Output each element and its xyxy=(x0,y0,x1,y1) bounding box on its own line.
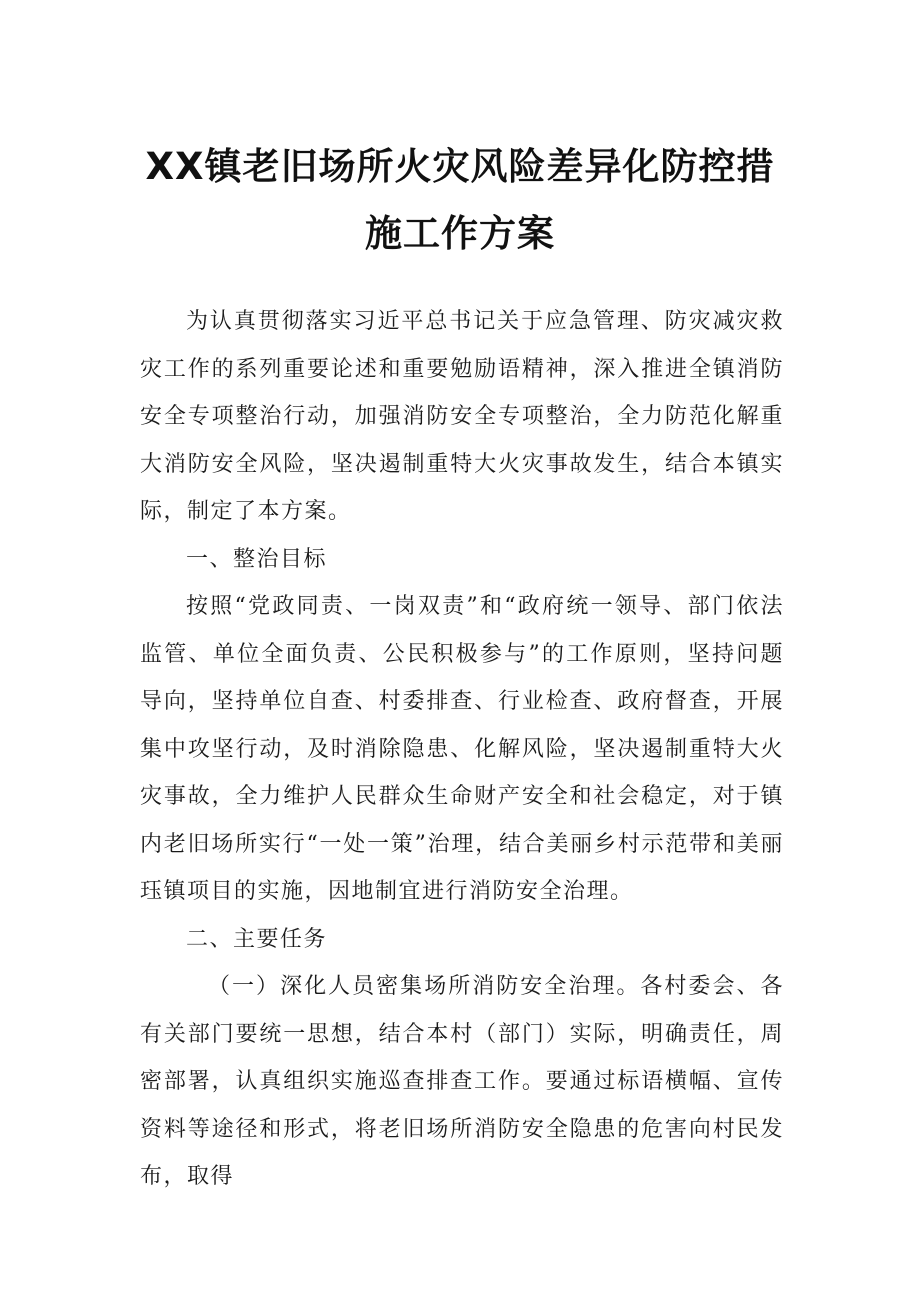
document-title-line-1: XX镇老旧场所火灾风险差异化防控措 xyxy=(145,145,775,188)
goals-paragraph: 按照“党政同责、一岗双责”和“政府统一领导、部门依法监管、单位全面负责、公民积极参与”的工作原则，坚持问题导向，坚持单位自查、村委排查、行业检查、政府督查，开展集中攻坚行动，及时消除隐患、化解风险，坚决遏制重特大火灾事故，全力维护人民群众生命财产安全和社会稳定，对于镇内老旧场所实行“一处一策”治理，结合美丽乡村示范带和美丽珏镇项目的实施，因地制宜进行消防安全治理。 xyxy=(140,594,784,904)
intro-paragraph: 为认真贯彻落实习近平总书记关于应急管理、防灾减灾救灾工作的系列重要论述和重要勉励语精神，深入推进全镇消防安全专项整治行动，加强消防安全专项整治，全力防范化解重大消防安全风险，坚决遏制重特大火灾事故发生，结合本镇实际，制定了本方案。 xyxy=(140,309,784,524)
document-body xyxy=(140,298,784,1201)
section-heading-tasks: 二、主要任务 xyxy=(186,926,328,952)
section-heading-goals: 一、整治目标 xyxy=(186,546,328,572)
document-title-line-2: 施工作方案 xyxy=(365,212,555,255)
task-item-1-paragraph: （一）深化人员密集场所消防安全治理。各村委会、各有关部门要统一思想，结合本村（部门）实际，明确责任，周密部署，认真组织实施巡查排查工作。要通过标语横幅、宣传资料等途径和形式，将老旧场所消防安全隐患的危害向村民发布，取得 xyxy=(140,974,784,1189)
